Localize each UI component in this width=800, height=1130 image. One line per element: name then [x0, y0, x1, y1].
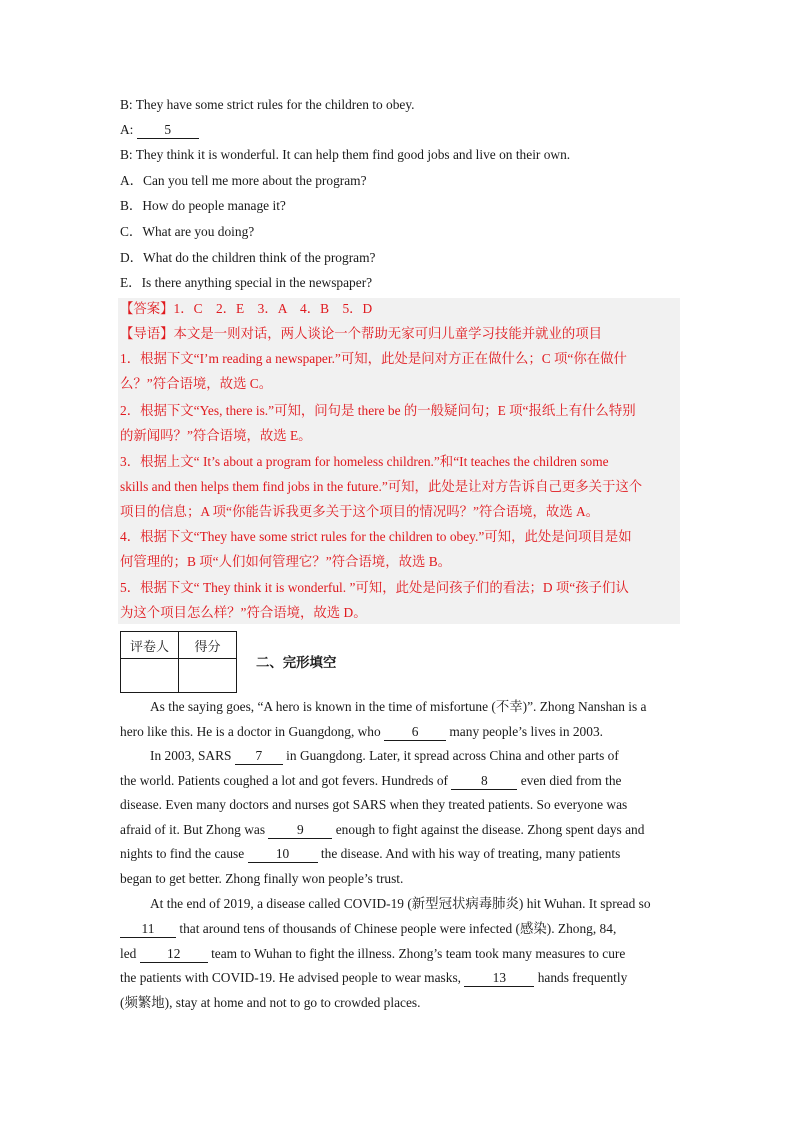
passage-line — [120, 945, 625, 963]
passage-text: afraid of it. But Zhong was — [120, 822, 269, 837]
passage-line — [120, 845, 620, 863]
score-table — [120, 631, 237, 693]
explanation-line: 么？”符合语境，故选 C。 — [120, 376, 273, 391]
blank-7[interactable]: 7 — [235, 748, 283, 765]
passage-line — [120, 969, 627, 987]
grader-cell[interactable] — [121, 659, 179, 693]
blank-11[interactable]: 11 — [120, 921, 176, 938]
passage-text: even died from the — [517, 773, 622, 788]
dialogue-line-b5: B: They think it is wonderful. It can help them find good jobs and live on their own. — [120, 147, 571, 162]
explanation-line: 5．根据下文“ They think it is wonderful. ”可知，此处是问孩子们的看法；D 项“孩子们认 — [120, 580, 629, 595]
explanation-line: 1．根据下文“I’m reading a newspaper.”可知，此处是问对方正在做什么；C 项“你在做什 — [120, 351, 627, 366]
explanation-line: 2．根据下文“Yes, there is.”可知，问句是 there be 的一般疑问句；E 项“报纸上有什么特别 — [120, 403, 636, 418]
passage-text: in Guangdong. Later, it spread across China and other parts of — [282, 748, 619, 763]
passage-line: began to get better. Zhong finally won people’s trust. — [120, 871, 404, 886]
blank-6[interactable]: 6 — [384, 724, 446, 741]
passage-text: the patients with COVID-19. He advised people to wear masks, — [120, 970, 465, 985]
passage-text: many people’s lives in 2003. — [446, 724, 603, 739]
passage-text: that around tens of thousands of Chinese people were infected (感染). Zhong, 84, — [176, 921, 617, 936]
passage-line: At the end of 2019, a disease called COVID-19 (新型冠状病毒肺炎) hit Wuhan. It spread so — [150, 896, 651, 911]
score-header: 得分 — [179, 632, 237, 659]
passage-line: disease. Even many doctors and nurses got SARS when they treated patients. So everyone was — [120, 797, 628, 812]
blank-8[interactable]: 8 — [451, 773, 517, 790]
option-a: A．Can you tell me more about the program? — [120, 173, 367, 188]
answer-key: 【答案】1．C 2．E 3．A 4．B 5．D — [120, 301, 373, 316]
passage-text: nights to find the cause — [120, 846, 248, 861]
option-c: C．What are you doing? — [120, 224, 255, 239]
blank-13[interactable]: 13 — [464, 970, 534, 987]
passage-line: (频繁地), stay at home and not to go to crowded places. — [120, 995, 421, 1010]
option-b: B．How do people manage it? — [120, 198, 286, 213]
passage-text: team to Wuhan to fight the illness. Zhong’s team took many measures to cure — [207, 946, 626, 961]
explanation-line: 3．根据上文“ It’s about a program for homeless children.”和“It teaches the children some — [120, 454, 609, 469]
passage-text: In 2003, SARS — [150, 748, 235, 763]
passage-text: led — [120, 946, 140, 961]
explanation-line: skills and then helps them find jobs in the future.”可知，此处是让对方告诉自己更多关于这个 — [120, 479, 643, 494]
passage-line — [150, 747, 619, 765]
passage-text: the disease. And with his way of treating, many patients — [317, 846, 621, 861]
option-e: E．Is there anything special in the newspaper? — [120, 275, 373, 290]
passage-text: hands frequently — [534, 970, 628, 985]
explanation-line: 4．根据下文“They have some strict rules for the children to obey.”可知，此处是问项目是如 — [120, 529, 632, 544]
dialogue-line-a5 — [120, 121, 199, 139]
option-d: D．What do the children think of the program? — [120, 250, 376, 265]
passage-line: As the saying goes, “A hero is known in the time of misfortune (不幸)”. Zhong Nanshan is a — [150, 699, 647, 714]
explanation-line: 的新闻吗？”符合语境，故选 E。 — [120, 428, 312, 443]
explanation-line: 何管理的；B 项“人们如何管理它？”符合语境，故选 B。 — [120, 554, 452, 569]
grader-header: 评卷人 — [121, 632, 179, 659]
explanation-line: 为这个项目怎么样？”符合语境，故选 D。 — [120, 605, 367, 620]
passage-text: the world. Patients coughed a lot and got fevers. Hundreds of — [120, 773, 452, 788]
passage-line — [120, 920, 616, 938]
score-cell[interactable] — [179, 659, 237, 693]
section-title: 二、完形填空 — [256, 656, 337, 671]
blank-5[interactable]: 5 — [137, 122, 199, 139]
dialogue-line-b4: B: They have some strict rules for the children to obey. — [120, 97, 415, 112]
passage-line — [120, 821, 644, 839]
passage-line — [120, 723, 603, 741]
blank-9[interactable]: 9 — [268, 822, 332, 839]
passage-text: hero like this. He is a doctor in Guangdong, who — [120, 724, 385, 739]
passage-line — [120, 772, 621, 790]
blank-12[interactable]: 12 — [140, 946, 208, 963]
speaker-label: A: — [120, 122, 137, 137]
answer-intro: 【导语】本文是一则对话，两人谈论一个帮助无家可归儿童学习技能并就业的项目 — [120, 326, 603, 341]
explanation-line: 项目的信息；A 项“你能告诉我更多关于这个项目的情况吗？”符合语境，故选 A。 — [120, 504, 600, 519]
blank-10[interactable]: 10 — [248, 846, 318, 863]
passage-text: enough to fight against the disease. Zhong spent days and — [332, 822, 645, 837]
